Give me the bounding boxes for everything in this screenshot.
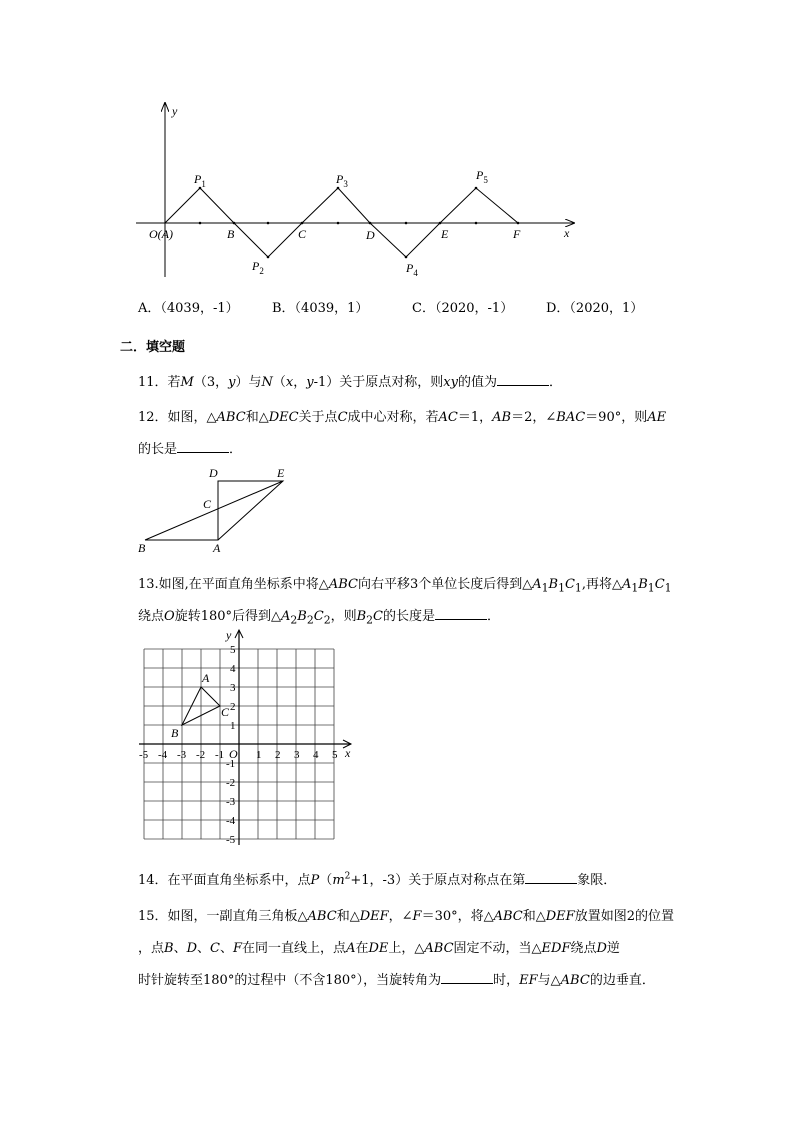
x-tick-label: 3 [294, 749, 300, 761]
label-p1: $P_1$ [194, 172, 206, 189]
y-axis-label: y [226, 628, 232, 642]
y-tick-label: -2 [226, 777, 236, 789]
question-12-line1: 12．如图，△ABC和△DEC关于点C成中心对称，若AC＝1，AB＝2，∠BAC＝90°，则AE [138, 410, 667, 425]
x-tick-label: 4 [313, 749, 319, 761]
y-tick-label: 5 [230, 644, 236, 656]
y-tick-label: 2 [230, 701, 236, 713]
answer-blank[interactable] [435, 607, 487, 620]
q10-option-d: D．（2020，1） [546, 301, 644, 316]
x-tick-label: 2 [275, 749, 281, 761]
label-c: C [203, 497, 212, 511]
label-c: C [298, 227, 307, 241]
x-tick-label: -1 [215, 749, 225, 761]
y-tick-label: 3 [230, 682, 236, 694]
q12-figure [135, 465, 295, 557]
label-f: F [513, 227, 521, 241]
x-axis-label: x [564, 226, 570, 240]
label-a: A [202, 671, 210, 685]
label-p5: $P_5$ [476, 168, 488, 185]
q10-option-c: C．（2020，-1） [412, 301, 514, 316]
question-13-line1: 13.如图,在平面直角坐标系中将△ABC向右平移3个单位长度后得到$\triangle A_1B_1C_1$,再将$\triangle A_1B_1C_1$ [138, 577, 672, 595]
answer-blank[interactable] [441, 971, 493, 984]
question-15-line1: 15．如图，一副直角三角板△ABC和△DEF，∠F＝30°，将△ABC和△DEF放置如图2的位置 [138, 909, 674, 924]
zigzag-figure [130, 95, 590, 285]
y-axis-label: y [172, 104, 178, 118]
label-origin: O(A) [149, 227, 173, 241]
question-12-line2: 的长是 ． [138, 442, 243, 457]
x-tick-label: -3 [177, 749, 187, 761]
segment-be [145, 481, 283, 540]
y-tick-label: -3 [226, 796, 236, 808]
label-p3: $P_3$ [336, 172, 348, 189]
label-b: B [138, 541, 146, 555]
q13-grid-figure [135, 625, 360, 847]
label-e: E [277, 466, 285, 480]
label-d: D [366, 228, 375, 242]
question-11: 11．若M（3，y）与N（x，y-1）关于原点对称，则xy的值为 ． [138, 375, 563, 390]
y-tick-label: -5 [226, 834, 236, 846]
question-15-line2: ，点B、D、C、F在同一直线上，点A在DE上，△ABC固定不动，当△EDF绕点D逆 [138, 941, 620, 956]
question-15-line3: 时针旋转至180°的过程中（不含180°），当旋转角为 时，EF与△ABC的边垂直． [138, 973, 655, 988]
y-tick-label: -4 [226, 815, 236, 827]
answer-blank[interactable] [177, 440, 229, 453]
origin-label: O [229, 747, 238, 761]
label-e: E [441, 227, 449, 241]
x-tick-label: -5 [139, 749, 149, 761]
q10-option-a: A．（4039，-1） [138, 301, 239, 316]
y-tick-label: 1 [230, 720, 236, 732]
y-tick-label: -1 [226, 758, 236, 770]
x-tick-label: -4 [158, 749, 168, 761]
label-a: A [213, 541, 221, 555]
q10-option-b: B．（4039，1） [272, 301, 369, 316]
label-d: D [209, 466, 218, 480]
label-p4: $P_4$ [406, 261, 418, 278]
label-b: B [171, 726, 179, 740]
x-tick-label: 5 [332, 749, 338, 761]
x-axis-label: x [345, 746, 351, 760]
y-tick-label: 4 [230, 663, 236, 675]
label-c: C [221, 705, 230, 719]
question-13-line2: 绕点O旋转180°后得到$\triangle A_2B_2C_2$，则$B_2C$的长度是 ． [138, 609, 501, 627]
y-tick-labels [226, 644, 236, 846]
answer-blank[interactable] [497, 373, 549, 386]
x-tick-label: -2 [196, 749, 206, 761]
label-b: B [227, 227, 235, 241]
section-title: 二．填空题 [120, 340, 186, 355]
x-tick-label: 1 [256, 749, 262, 761]
question-14: 14．在平面直角坐标系中，点$P(m^2+1$，-3）关于原点对称点在第 象限． [138, 871, 617, 888]
label-p2: $P_2$ [252, 259, 264, 276]
answer-blank[interactable] [525, 871, 577, 884]
